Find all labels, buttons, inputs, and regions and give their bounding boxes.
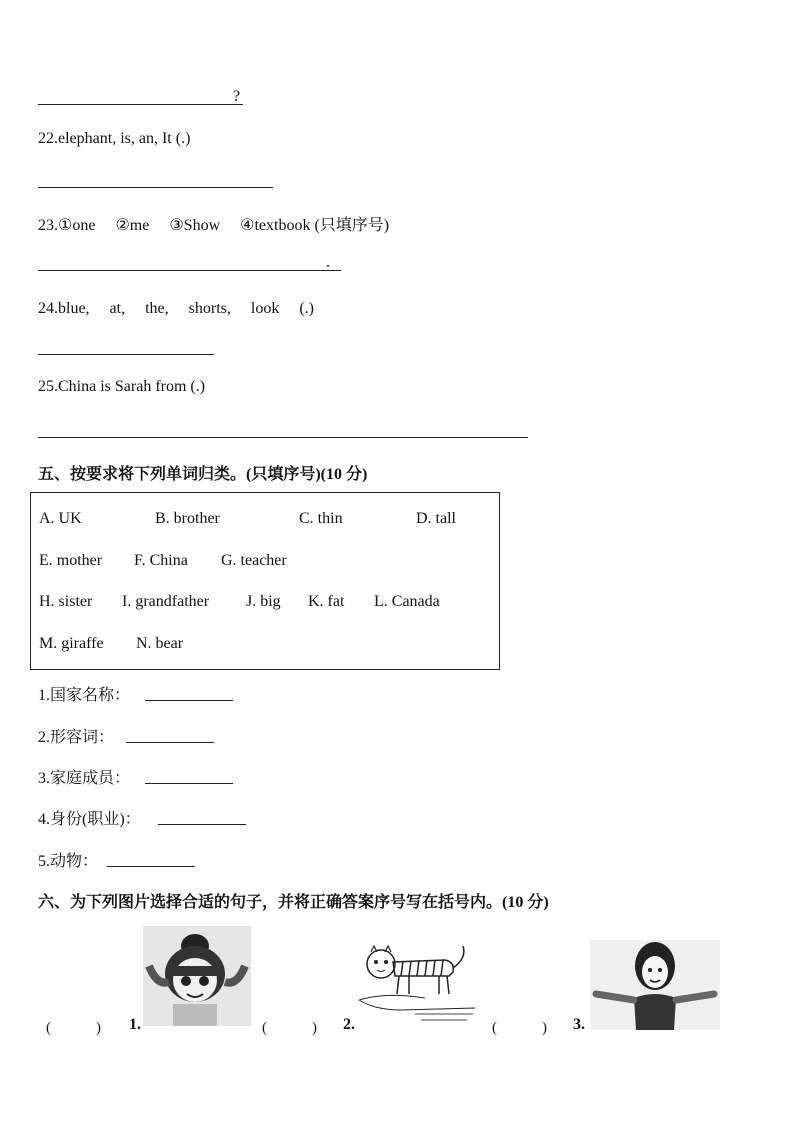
q21-question-mark: ? [233,88,241,105]
option-j: J. big [246,593,281,610]
category-family-label: 3.家庭成员： [38,770,131,787]
q21-answer-line[interactable] [38,104,243,105]
tiger-icon [355,938,475,1028]
option-n: N. bear [136,635,184,652]
category-adjective-line[interactable] [126,742,214,743]
category-animal-line[interactable] [107,866,195,867]
option-h: H. sister [39,593,93,610]
section5-title: 五、按要求将下列单词归类。(只填序号)(10 分) [38,466,368,483]
picture-number-2: 2. [343,1016,355,1033]
woman-arms-open-icon [590,940,720,1030]
category-adjective-label: 2.形容词： [38,729,115,746]
option-k: K. fat [308,593,345,610]
girl-saluting-icon [143,926,251,1026]
option-i: I. grandfather [122,593,210,610]
option-d: D. tall [416,510,456,527]
answer-paren-2[interactable]: ( ) [262,1020,317,1036]
q23-prompt: 23.①one ②me ③Show ④textbook (只填序号) [38,217,390,234]
option-b: B. brother [155,510,220,527]
q22-prompt: 22.elephant, is, an, It (.) [38,130,191,147]
option-l: L. Canada [374,593,440,610]
option-c: C. thin [299,510,343,527]
category-occupation-label: 4.身份(职业)： [38,811,141,828]
q23-period: . [326,254,330,271]
category-animal-label: 5.动物： [38,853,99,870]
category-country-label: 1.国家名称： [38,687,131,704]
category-country-line[interactable] [145,700,233,701]
q24-answer-line[interactable] [38,354,214,355]
word-options-box [30,492,500,670]
q23-answer-line[interactable] [38,270,341,271]
category-family-line[interactable] [145,783,233,784]
option-a: A. UK [39,510,82,527]
picture-number-1: 1. [129,1016,141,1033]
option-m: M. giraffe [39,635,104,652]
section6-title: 六、为下列图片选择合适的句子，并将正确答案序号写在括号内。(10 分) [38,894,549,911]
q24-prompt: 24.blue, at, the, shorts, look (.) [38,300,314,317]
option-g: G. teacher [221,552,287,569]
q22-answer-line[interactable] [38,187,273,188]
picture-number-3: 3. [573,1016,585,1033]
q25-prompt: 25.China is Sarah from (.) [38,378,206,395]
option-e: E. mother [39,552,103,569]
category-occupation-line[interactable] [158,824,246,825]
q25-answer-line[interactable] [38,437,528,438]
answer-paren-3[interactable]: ( ) [492,1020,547,1036]
option-f: F. China [134,552,188,569]
answer-paren-1[interactable]: ( ) [46,1020,101,1036]
